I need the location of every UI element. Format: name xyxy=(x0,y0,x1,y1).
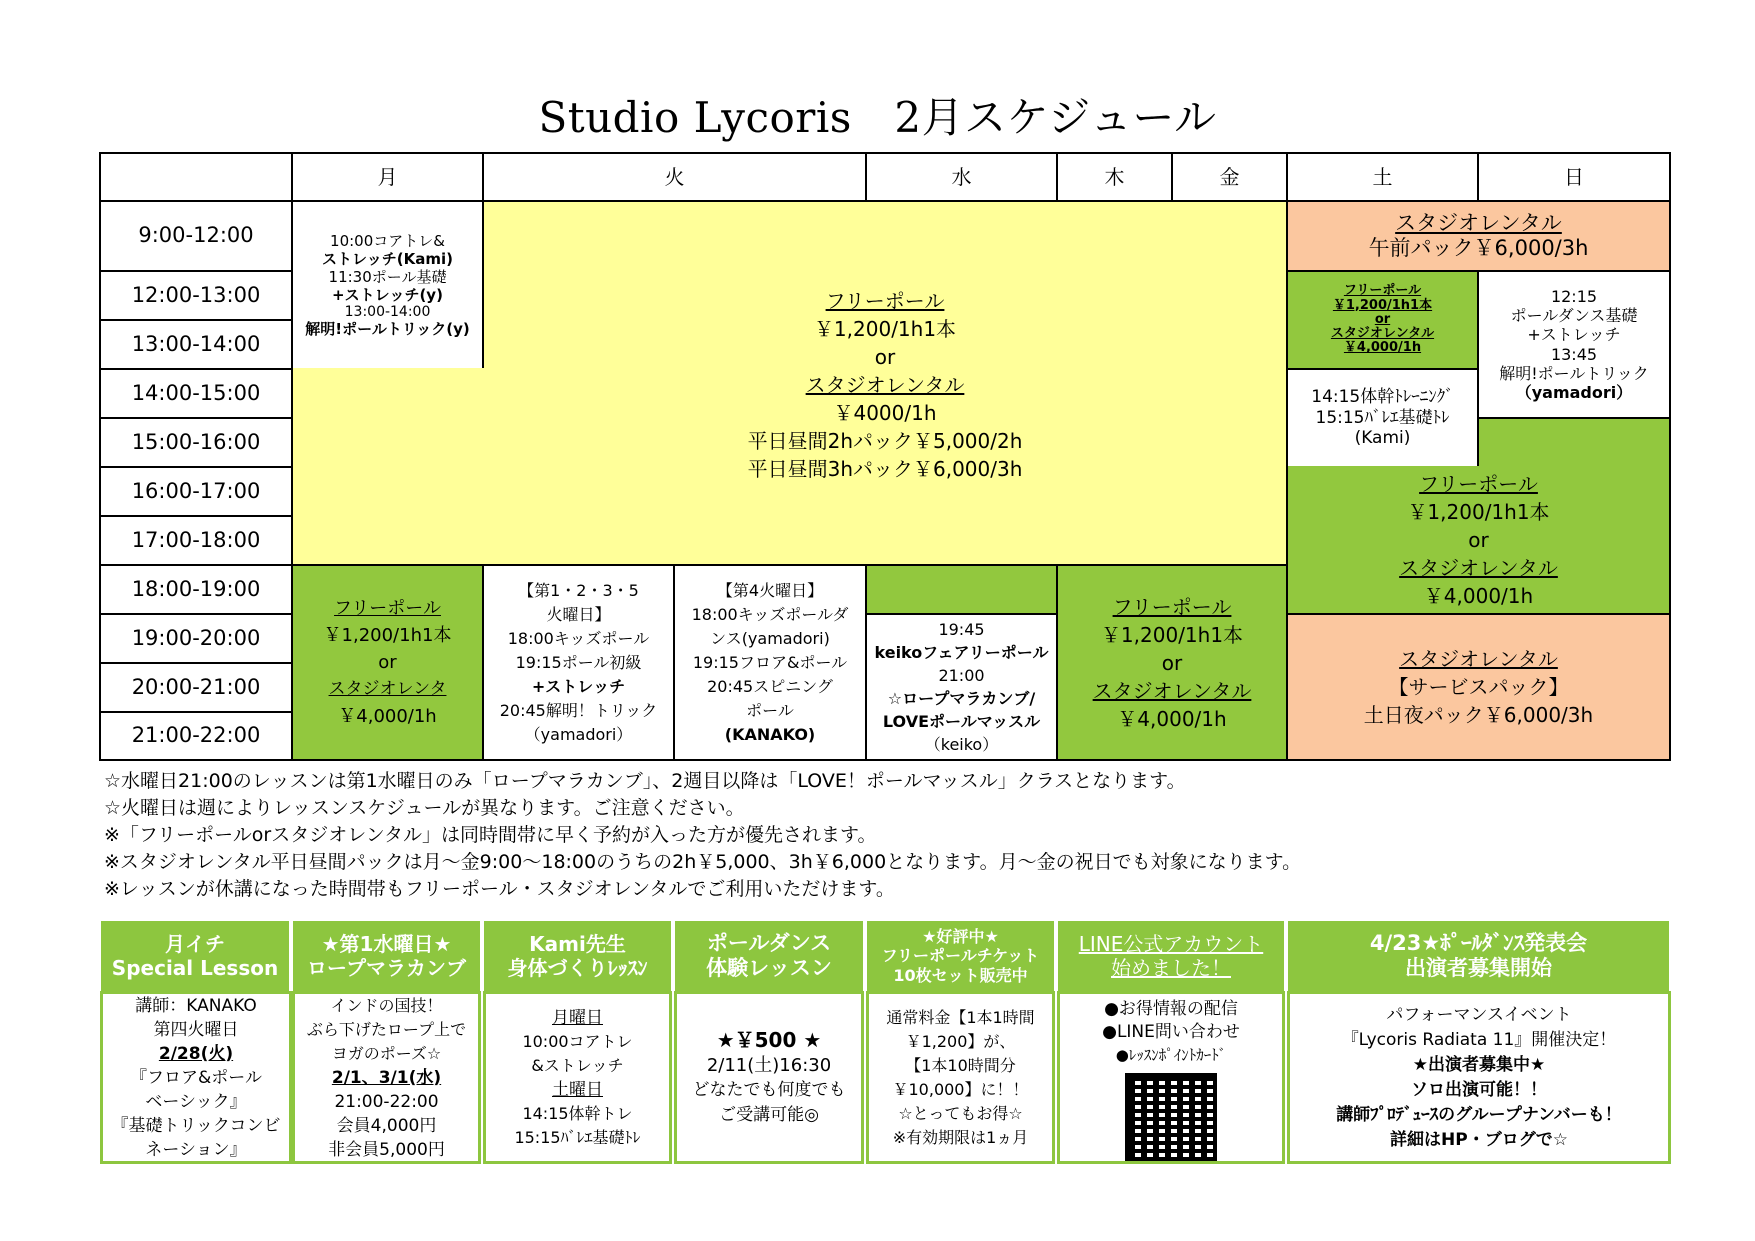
cell-line: or xyxy=(874,345,896,369)
cell-line: スタジオレンタル xyxy=(805,373,965,397)
cell-line: 【サービスパック】 xyxy=(1388,675,1569,699)
time-slot: 20:00-21:00 xyxy=(99,662,293,713)
cell-line: 20:45スピニング xyxy=(707,676,833,696)
cell-line: ￥4000/1h xyxy=(833,401,937,425)
time-slot: 19:00-20:00 xyxy=(99,613,293,664)
cell-line: 18:00キッズポール xyxy=(507,628,650,648)
cell-line: ポールダンス基礎 xyxy=(1510,306,1638,326)
box-body-line: ヨガのポーズ☆ xyxy=(331,1043,442,1063)
cell-line: フリーポール xyxy=(334,598,441,619)
box-head-line: ポールダンス xyxy=(706,930,832,955)
cell-line: 10:00コアトレ& xyxy=(330,231,445,250)
time-slot: 18:00-19:00 xyxy=(99,564,293,615)
box-head-line: Kami先生 xyxy=(529,932,626,956)
cell-line: ポール xyxy=(746,700,794,720)
box-head-line: ★第1水曜日★ xyxy=(321,932,452,956)
time-slot: 9:00-12:00 xyxy=(99,200,293,272)
cell-line: 19:45 xyxy=(938,620,985,639)
box-body-line: ●お得情報の配信 xyxy=(1104,999,1238,1019)
cell-line: スタジオレンタル xyxy=(1399,555,1558,580)
box-body-line: ★出演者募集中★ xyxy=(1412,1054,1546,1075)
header-sat: 土 xyxy=(1286,152,1479,202)
box-body-line: &ストレッチ xyxy=(531,1055,624,1075)
box-body-line: 2/11(土)16:30 xyxy=(706,1054,832,1076)
box-body-line: ￥1,200】が、 xyxy=(905,1031,1016,1051)
header-sun: 日 xyxy=(1477,152,1671,202)
cell-line: 19:15ポール初級 xyxy=(515,652,642,672)
box-head-line: ★好評中★ xyxy=(922,927,999,947)
box-head-line: フリーポールチケット xyxy=(881,946,1040,966)
sun-midday-lessons xyxy=(1477,270,1671,419)
box-head-line: 始めました！ xyxy=(1111,956,1231,980)
box-body-line: ソロ出演可能！！ xyxy=(1411,1079,1547,1100)
cell-line: 12:15 xyxy=(1550,286,1598,306)
cell-line: ￥4,000/1h xyxy=(338,706,437,727)
cell-line: ☆ロープマラカンブ/ xyxy=(887,689,1036,708)
box-body-line: 2/1、3/1(水) xyxy=(331,1067,442,1088)
box-head-trial xyxy=(675,921,863,991)
cell-line: ￥1,200/1h1本 xyxy=(813,317,957,341)
box-head-line: LINE公式アカウント xyxy=(1078,932,1264,956)
cell-line: 【第1・2・3・5 xyxy=(518,580,639,600)
note-line: ☆水曜日21:00のレッスンは第1水曜日のみ「ロープマラカンブ」、2週目以降は「LOVE！ポールマッスル」クラスとなります。 xyxy=(104,770,1186,792)
box-head-line: 4/23★ﾎﾟｰﾙﾀﾞﾝｽ発表会 xyxy=(1369,930,1588,955)
page-title: Studio Lycoris 2月スケジュール xyxy=(538,93,1217,142)
box-body-line: ※有効期限は1ヵ月 xyxy=(892,1127,1029,1147)
cell-line: +ストレッチ(y) xyxy=(332,285,443,304)
box-body-line: ネーション』 xyxy=(145,1139,247,1160)
box-body-line: どなたでも何度でも xyxy=(692,1079,846,1100)
box-body-line: パフォーマンスイベント xyxy=(1386,1004,1572,1025)
box-body-trial xyxy=(674,991,864,1164)
cell-line: フリーポール xyxy=(825,289,945,313)
header-thu: 木 xyxy=(1056,152,1173,202)
box-body-line: ぶら下げたロープ上で xyxy=(306,1019,467,1039)
box-head-kami xyxy=(484,921,671,991)
cell-line: keikoフェアリーポール xyxy=(874,643,1049,662)
box-body-line: 詳細はHP・ブログで☆ xyxy=(1390,1129,1568,1150)
cell-line: or xyxy=(1468,527,1489,552)
tue-night-lessons-b xyxy=(673,564,867,761)
cell-line: 土日夜パック￥6,000/3h xyxy=(1363,703,1594,727)
tue-night-lessons-a xyxy=(482,564,675,761)
cell-line: 11:30ポール基礎 xyxy=(328,267,447,286)
box-head-line: 出演者募集開始 xyxy=(1405,956,1552,980)
time-slot: 15:00-16:00 xyxy=(99,417,293,468)
note-line: ※「フリーポールorスタジオレンタル」は同時間帯に早く予約が入った方が優先されます。 xyxy=(104,824,877,846)
sat-afternoon-lessons xyxy=(1286,368,1479,468)
wed-evening-green xyxy=(865,564,1058,615)
cell-line: +ストレッチ xyxy=(531,676,626,696)
cell-line: （keiko） xyxy=(924,735,999,754)
cell-line: 20:45解明！トリック xyxy=(499,700,658,720)
cell-line: or xyxy=(378,652,397,673)
box-body-line: 『基礎トリックコンビ xyxy=(111,1115,281,1136)
box-body-line: 講師ﾌﾟﾛﾃﾞｭｰｽのグループナンバーも！ xyxy=(1336,1104,1622,1125)
cell-line: （yamadori） xyxy=(524,724,633,744)
cell-line: 解明!ポールトリック(y) xyxy=(305,320,470,339)
time-slot: 21:00-22:00 xyxy=(99,711,293,761)
header-fri: 金 xyxy=(1171,152,1288,202)
cell-line: ￥1,200/1h1本 xyxy=(1100,622,1244,647)
box-body-line: 『Lycoris Radiata 11』開催決定！ xyxy=(1341,1029,1617,1050)
note-line: ※レッスンが休講になった時間帯もフリーポール・スタジオレンタルでご利用いただけます。 xyxy=(104,878,895,900)
cell-line: 13:00-14:00 xyxy=(344,303,431,320)
header-wed: 水 xyxy=(865,152,1058,202)
weekend-afternoon-free-pole xyxy=(1286,466,1671,615)
cell-line: ￥4,000/1h xyxy=(1343,340,1422,356)
box-body-line: 通常料金【1本1時間 xyxy=(886,1007,1035,1027)
cell-line: ￥1,200/1h1本 xyxy=(1332,297,1433,313)
box-body-line: ★￥500 ★ xyxy=(716,1027,822,1052)
cell-line: 19:15フロア&ポール xyxy=(692,652,848,672)
cell-line: スタジオレンタル xyxy=(1330,326,1435,342)
cell-line: フリーポール xyxy=(1419,471,1538,496)
time-slot: 17:00-18:00 xyxy=(99,515,293,566)
cell-line: 18:00キッズポールダ xyxy=(691,604,849,624)
cell-line: スタジオレンタル xyxy=(1092,678,1252,703)
cell-line: フリーポール xyxy=(1343,283,1422,299)
weekend-morning-rental xyxy=(1286,200,1671,272)
box-body-line: ご受講可能◎ xyxy=(719,1104,819,1125)
cell-line: 解明!ポールトリック xyxy=(1499,363,1649,383)
time-slot: 13:00-14:00 xyxy=(99,319,293,370)
cell-line: 午前パック￥6,000/3h xyxy=(1368,236,1589,260)
box-body-line: 14:15体幹トレ xyxy=(522,1103,633,1123)
wed-night-lessons xyxy=(865,613,1058,761)
box-head-line: 月イチ xyxy=(165,932,225,956)
notes xyxy=(104,768,1301,903)
box-body-line: ●LINE問い合わせ xyxy=(1102,1022,1240,1042)
box-body-line: 非会員5,000円 xyxy=(328,1139,445,1160)
box-head-special xyxy=(101,921,289,991)
cell-line: 平日昼間2hパック￥5,000/2h xyxy=(747,429,1023,453)
cell-line: 21:00 xyxy=(938,666,985,685)
cell-line: ￥1,200/1h1本 xyxy=(323,625,452,646)
note-line: ☆火曜日は週によりレッスンスケジュールが異なります。ご注意ください。 xyxy=(104,797,745,819)
cell-line: LOVEポールマッスル xyxy=(882,712,1041,731)
cell-line: ンス(yamadori) xyxy=(710,628,830,648)
box-body-line: ●ﾚｯｽﾝﾎﾟｲﾝﾄｶｰﾄﾞ xyxy=(1115,1046,1227,1064)
cell-line: or xyxy=(1161,650,1183,675)
sun-green-top xyxy=(1477,417,1671,470)
box-body-line: 講師：KANAKO xyxy=(135,995,257,1016)
cell-line: スタジオレンタル xyxy=(1399,647,1558,671)
box-head-line: 体験レッスン xyxy=(706,956,832,980)
note-line: ※スタジオレンタル平日昼間パックは月～金9:00～18:00のうちの2h￥5,000、3h￥6,000となります。月～金の祝日でも対象になります。 xyxy=(104,851,1302,873)
cell-line: (Kami) xyxy=(1354,428,1411,449)
box-body-line: ベーシック』 xyxy=(145,1091,247,1112)
mon-morning-lessons xyxy=(291,200,484,370)
box-head-recital xyxy=(1288,921,1669,991)
cell-line: 13:45 xyxy=(1550,344,1598,364)
box-body-line-account xyxy=(1057,991,1285,1164)
box-head-line: 10枚セット販売中 xyxy=(893,965,1028,985)
time-slot: 14:00-15:00 xyxy=(99,368,293,419)
time-slot: 16:00-17:00 xyxy=(99,466,293,517)
cell-line: ￥1,200/1h1本 xyxy=(1407,499,1550,524)
header-corner xyxy=(99,152,293,202)
weekend-night-rental xyxy=(1286,613,1671,761)
thu-fri-night-free-pole xyxy=(1056,564,1288,761)
box-body-line: 2/28(火) xyxy=(158,1043,234,1064)
mon-night-free-pole xyxy=(291,564,484,761)
box-body-line: ☆とってもお得☆ xyxy=(898,1103,1023,1123)
cell-line: +ストレッチ xyxy=(1527,325,1621,345)
box-head-line: 身体づくりﾚｯｽﾝ xyxy=(507,956,648,980)
cell-line: スタジオレンタ xyxy=(328,679,447,699)
cell-line: ￥4,000/1h xyxy=(1423,583,1534,608)
cell-line: 14:15体幹ﾄﾚｰﾆﾝｸﾞ xyxy=(1311,387,1454,408)
header-tue: 火 xyxy=(482,152,867,202)
sat-midday-free-pole xyxy=(1286,270,1479,370)
box-body-ticket xyxy=(866,991,1055,1164)
box-head-rope xyxy=(293,921,480,991)
box-body-line: 会員4,000円 xyxy=(336,1115,437,1136)
cell-line: フリーポール xyxy=(1112,594,1232,619)
box-body-rope xyxy=(292,991,481,1164)
box-body-line: インドの国技！ xyxy=(330,995,443,1015)
box-body-recital xyxy=(1287,991,1671,1164)
cell-line: 火曜日】 xyxy=(546,604,611,624)
box-body-line: 『フロア&ポール xyxy=(130,1067,262,1088)
box-body-line: 土曜日 xyxy=(552,1079,603,1100)
box-body-line: 【1本10時間分 xyxy=(905,1055,1016,1075)
box-head-line: ロープマラカンブ xyxy=(307,956,466,980)
qr-code-icon[interactable] xyxy=(1125,1073,1217,1161)
box-head-line xyxy=(1058,921,1284,991)
time-slot: 12:00-13:00 xyxy=(99,270,293,321)
box-body-line: 21:00-22:00 xyxy=(334,1091,439,1112)
box-head-line: Special Lesson xyxy=(111,956,279,980)
box-body-kami xyxy=(483,991,672,1164)
cell-line: スタジオレンタル xyxy=(1395,210,1562,235)
box-body-line: 10:00コアトレ xyxy=(522,1031,633,1051)
cell-line: ￥4,000/1h xyxy=(1117,706,1227,731)
cell-line: （yamadori） xyxy=(1515,382,1633,402)
box-body-line: 第四火曜日 xyxy=(153,1019,239,1040)
box-body-line: 月曜日 xyxy=(552,1007,603,1028)
box-body-line: 15:15ﾊﾞﾚｴ基礎ﾄﾚ xyxy=(514,1127,641,1147)
cell-line: or xyxy=(1374,311,1391,327)
box-body-line: ￥10,000】に！！ xyxy=(892,1079,1029,1099)
cell-line: 15:15ﾊﾞﾚｴ基礎ﾄﾚ xyxy=(1315,407,1450,428)
cell-line: 【第4火曜日】 xyxy=(716,580,824,600)
cell-line: 平日昼間3hパック￥6,000/3h xyxy=(747,457,1023,481)
box-body-special xyxy=(100,991,292,1164)
box-head-ticket xyxy=(867,921,1054,991)
cell-line: ストレッチ(Kami) xyxy=(321,249,454,268)
cell-line: (KANAKO) xyxy=(724,724,816,744)
header-mon: 月 xyxy=(291,152,484,202)
weekday-free-pole-content xyxy=(482,280,1288,490)
